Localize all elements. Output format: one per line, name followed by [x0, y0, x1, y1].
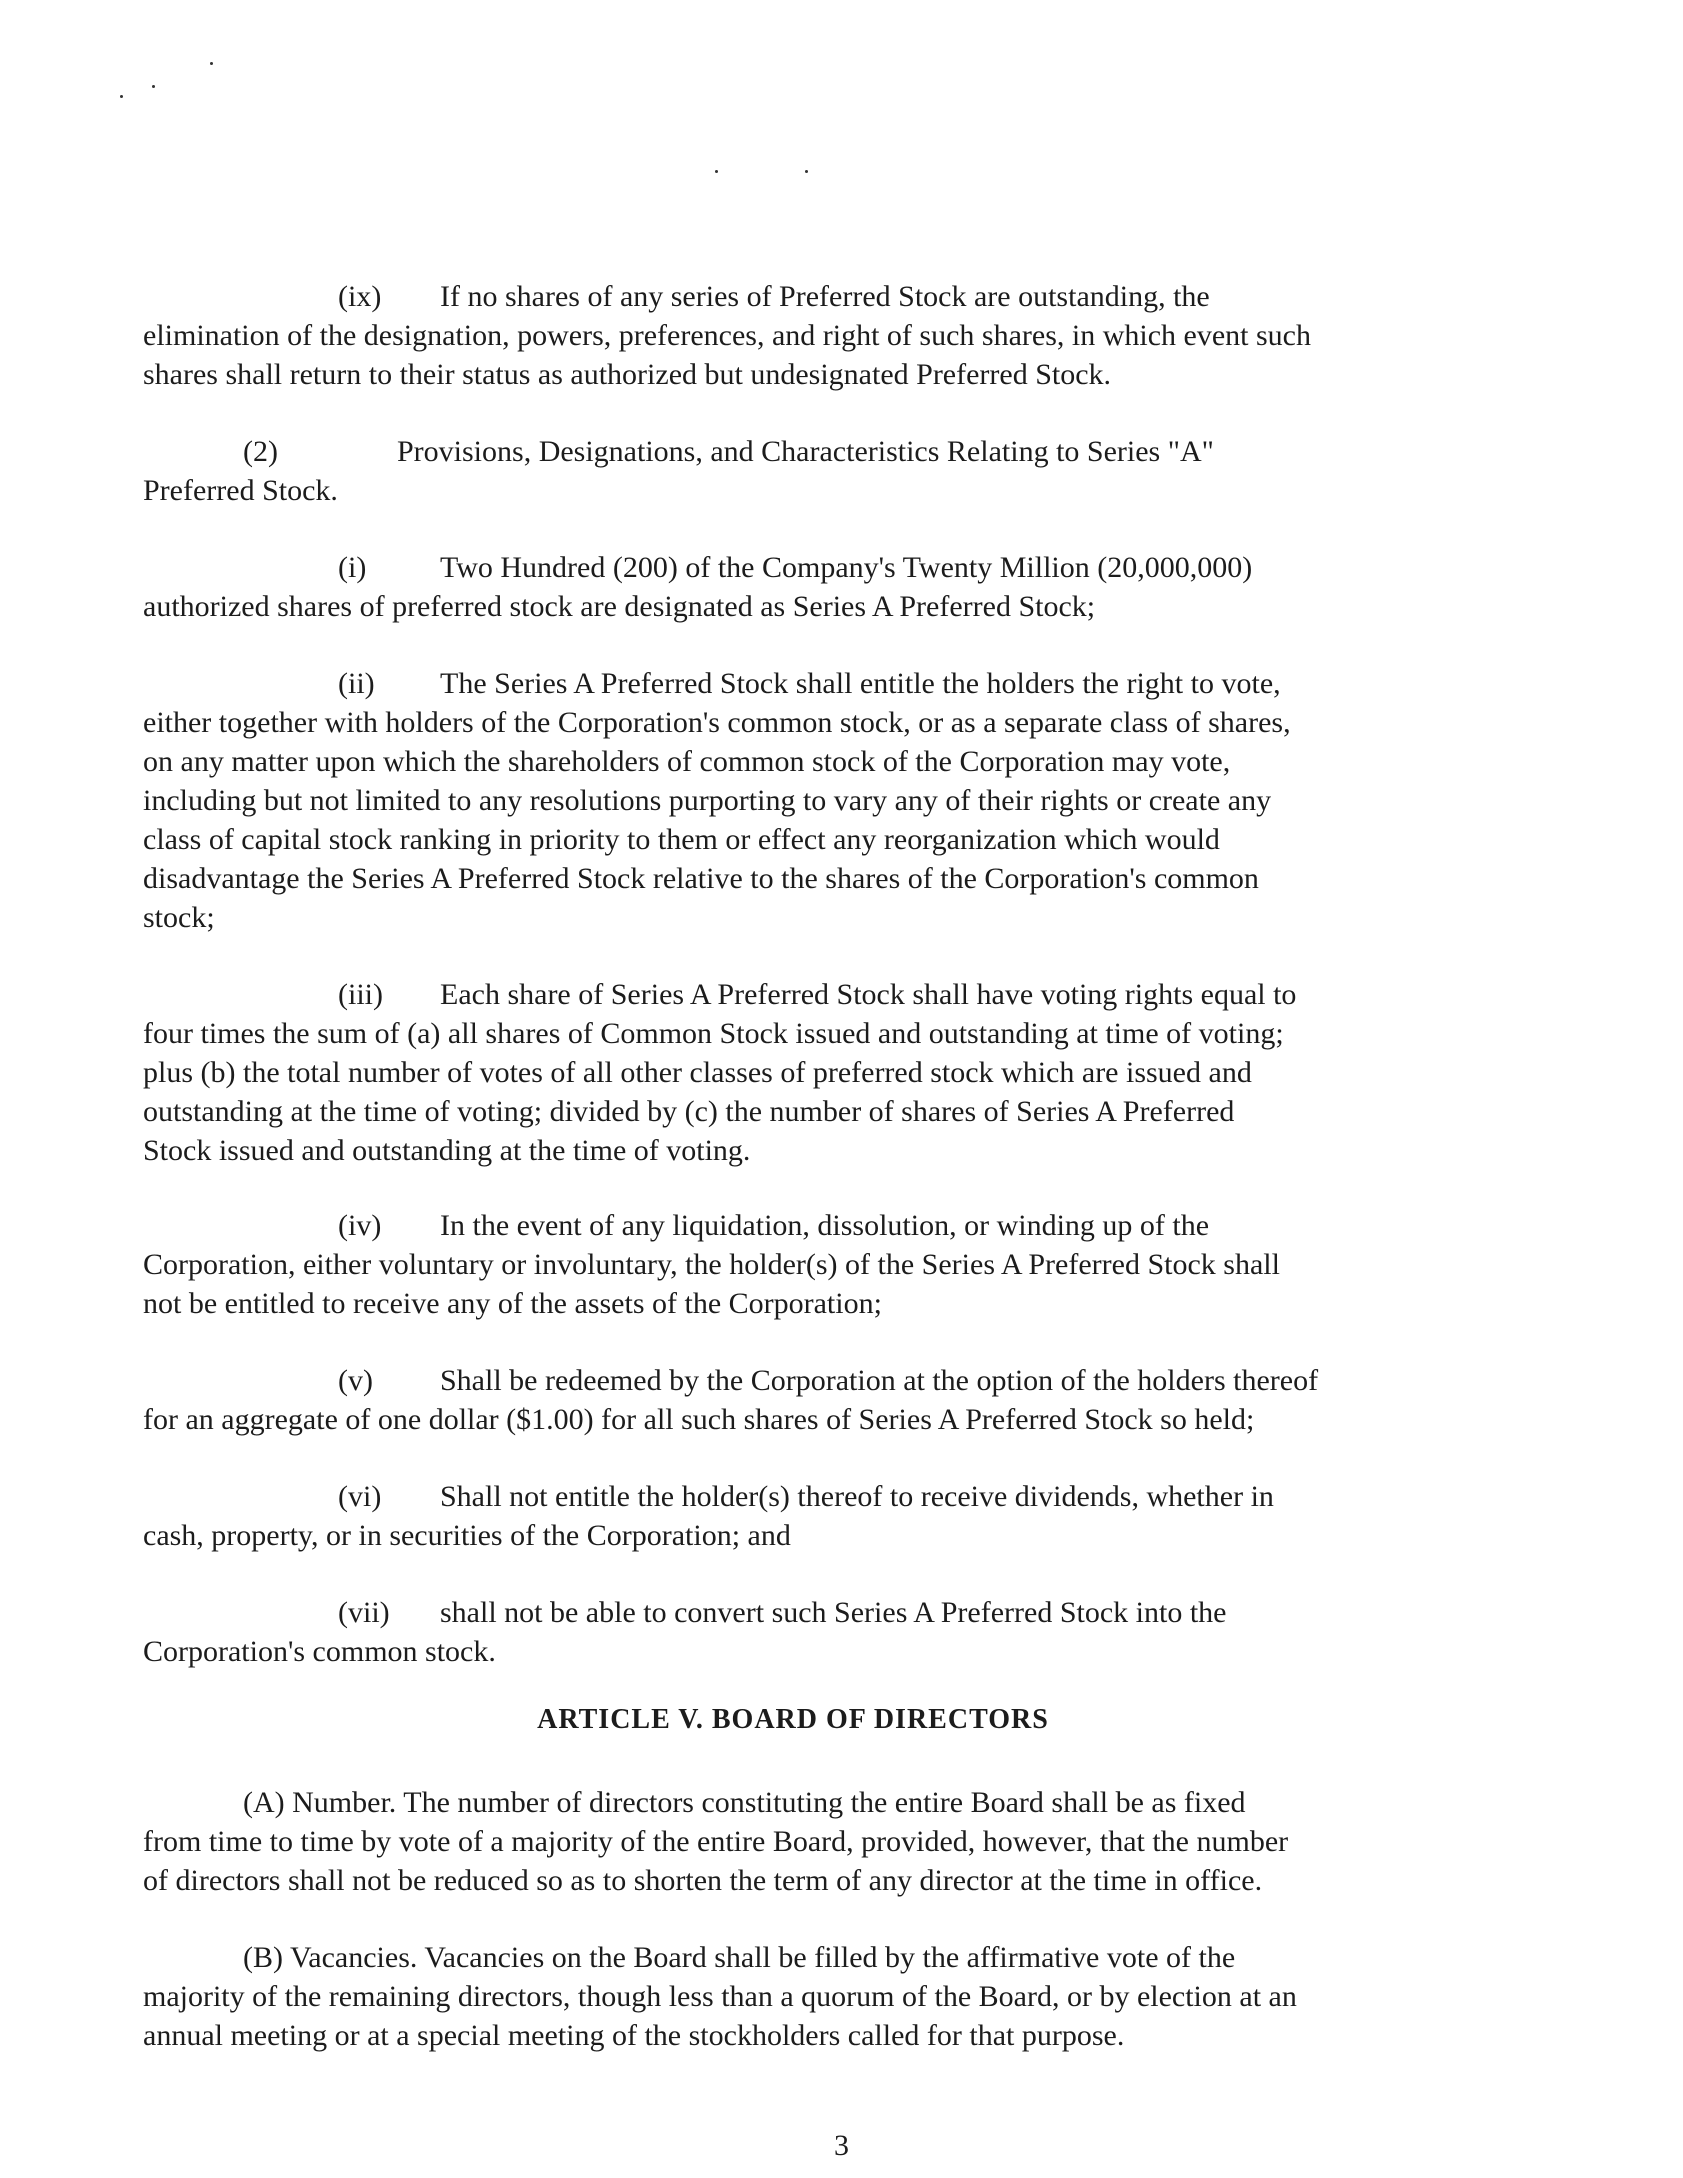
clause-number: (vii): [338, 1596, 390, 1629]
article-paragraph-a: [143, 1783, 1443, 1900]
clause-text: outstanding at the time of voting; divided by (c) the number of shares of Series A Preferred: [143, 1095, 1235, 1128]
clause-iii: [143, 975, 1443, 1170]
clause-text: authorized shares of preferred stock are designated as Series A Preferred Stock;: [143, 590, 1096, 623]
clause-ii: [143, 664, 1443, 937]
clause-number: (ii): [338, 667, 375, 700]
page-number: 3: [834, 2129, 849, 2162]
clause-text: In the event of any liquidation, dissolution, or winding up of the: [440, 1209, 1210, 1242]
article-heading: ARTICLE V. BOARD OF DIRECTORS: [537, 1704, 1049, 1735]
clause-text: Each share of Series A Preferred Stock shall have voting rights equal to: [440, 978, 1297, 1011]
clause-text: class of capital stock ranking in priority to them or effect any reorganization which would: [143, 823, 1220, 856]
clause-iv: [143, 1206, 1443, 1323]
scan-speck: [152, 85, 155, 88]
clause-number: (iii): [338, 978, 383, 1011]
clause-number: (i): [338, 551, 367, 584]
scan-speck: [210, 62, 213, 65]
clause-text: shall not be able to convert such Series A Preferred Stock into the: [440, 1596, 1227, 1629]
clause-text: either together with holders of the Corporation's common stock, or as a separate class of shares,: [143, 706, 1291, 739]
section-title-cont: Preferred Stock.: [143, 474, 338, 507]
clause-number: (vi): [338, 1480, 382, 1513]
scan-speck: [805, 170, 808, 173]
article-text: from time to time by vote of a majority of the entire Board, provided, however, that the number: [143, 1825, 1289, 1858]
clause-number: (ix): [338, 280, 382, 313]
article-paragraph-b: [143, 1938, 1443, 2055]
clause-text: Corporation, either voluntary or involuntary, the holder(s) of the Series A Preferred Stock shall: [143, 1248, 1280, 1281]
clause-text: shares shall return to their status as authorized but undesignated Preferred Stock.: [143, 358, 1112, 391]
clause-text: disadvantage the Series A Preferred Stock relative to the shares of the Corporation's common: [143, 862, 1259, 895]
scan-speck: [715, 170, 718, 173]
article-text: majority of the remaining directors, though less than a quorum of the Board, or by election at an: [143, 1980, 1297, 2013]
clause-text: four times the sum of (a) all shares of Common Stock issued and outstanding at time of voting;: [143, 1017, 1284, 1050]
article-text: annual meeting or at a special meeting of the stockholders called for that purpose.: [143, 2019, 1125, 2052]
clause-text: Corporation's common stock.: [143, 1635, 496, 1668]
clause-text: on any matter upon which the shareholders of common stock of the Corporation may vote,: [143, 745, 1231, 778]
clause-text: elimination of the designation, powers, preferences, and right of such shares, in which event such: [143, 319, 1311, 352]
section-2: [143, 432, 1443, 510]
clause-number: (v): [338, 1364, 373, 1397]
clause-text: Shall not entitle the holder(s) thereof to receive dividends, whether in: [440, 1480, 1274, 1513]
clause-text: not be entitled to receive any of the assets of the Corporation;: [143, 1287, 882, 1320]
section-number: (2): [243, 435, 278, 468]
scan-speck: [120, 95, 123, 98]
clause-text: for an aggregate of one dollar ($1.00) for all such shares of Series A Preferred Stock so held;: [143, 1403, 1255, 1436]
clause-vii: [143, 1593, 1443, 1671]
clause-text: Two Hundred (200) of the Company's Twenty Million (20,000,000): [440, 551, 1253, 584]
clause-text: plus (b) the total number of votes of all other classes of preferred stock which are issued and: [143, 1056, 1252, 1089]
clause-text: The Series A Preferred Stock shall entitle the holders the right to vote,: [440, 667, 1281, 700]
article-text: (B) Vacancies. Vacancies on the Board shall be filled by the affirmative vote of the: [243, 1941, 1236, 1974]
clause-text: including but not limited to any resolutions purporting to vary any of their rights or create any: [143, 784, 1272, 817]
clause-ix: [143, 277, 1443, 394]
clause-text: Stock issued and outstanding at the time of voting.: [143, 1134, 751, 1167]
clause-vi: [143, 1477, 1443, 1555]
article-text: of directors shall not be reduced so as to shorten the term of any director at the time in office.: [143, 1864, 1263, 1897]
clause-text: Shall be redeemed by the Corporation at the option of the holders thereof: [440, 1364, 1319, 1397]
article-text: (A) Number. The number of directors constituting the entire Board shall be as fixed: [243, 1786, 1246, 1819]
clause-text: stock;: [143, 901, 215, 934]
section-title: Provisions, Designations, and Characteristics Relating to Series "A": [397, 435, 1214, 468]
clause-v: [143, 1361, 1443, 1439]
clause-text: cash, property, or in securities of the Corporation; and: [143, 1519, 791, 1552]
clause-text: If no shares of any series of Preferred Stock are outstanding, the: [440, 280, 1210, 313]
clause-number: (iv): [338, 1209, 382, 1242]
clause-i: [143, 548, 1443, 626]
